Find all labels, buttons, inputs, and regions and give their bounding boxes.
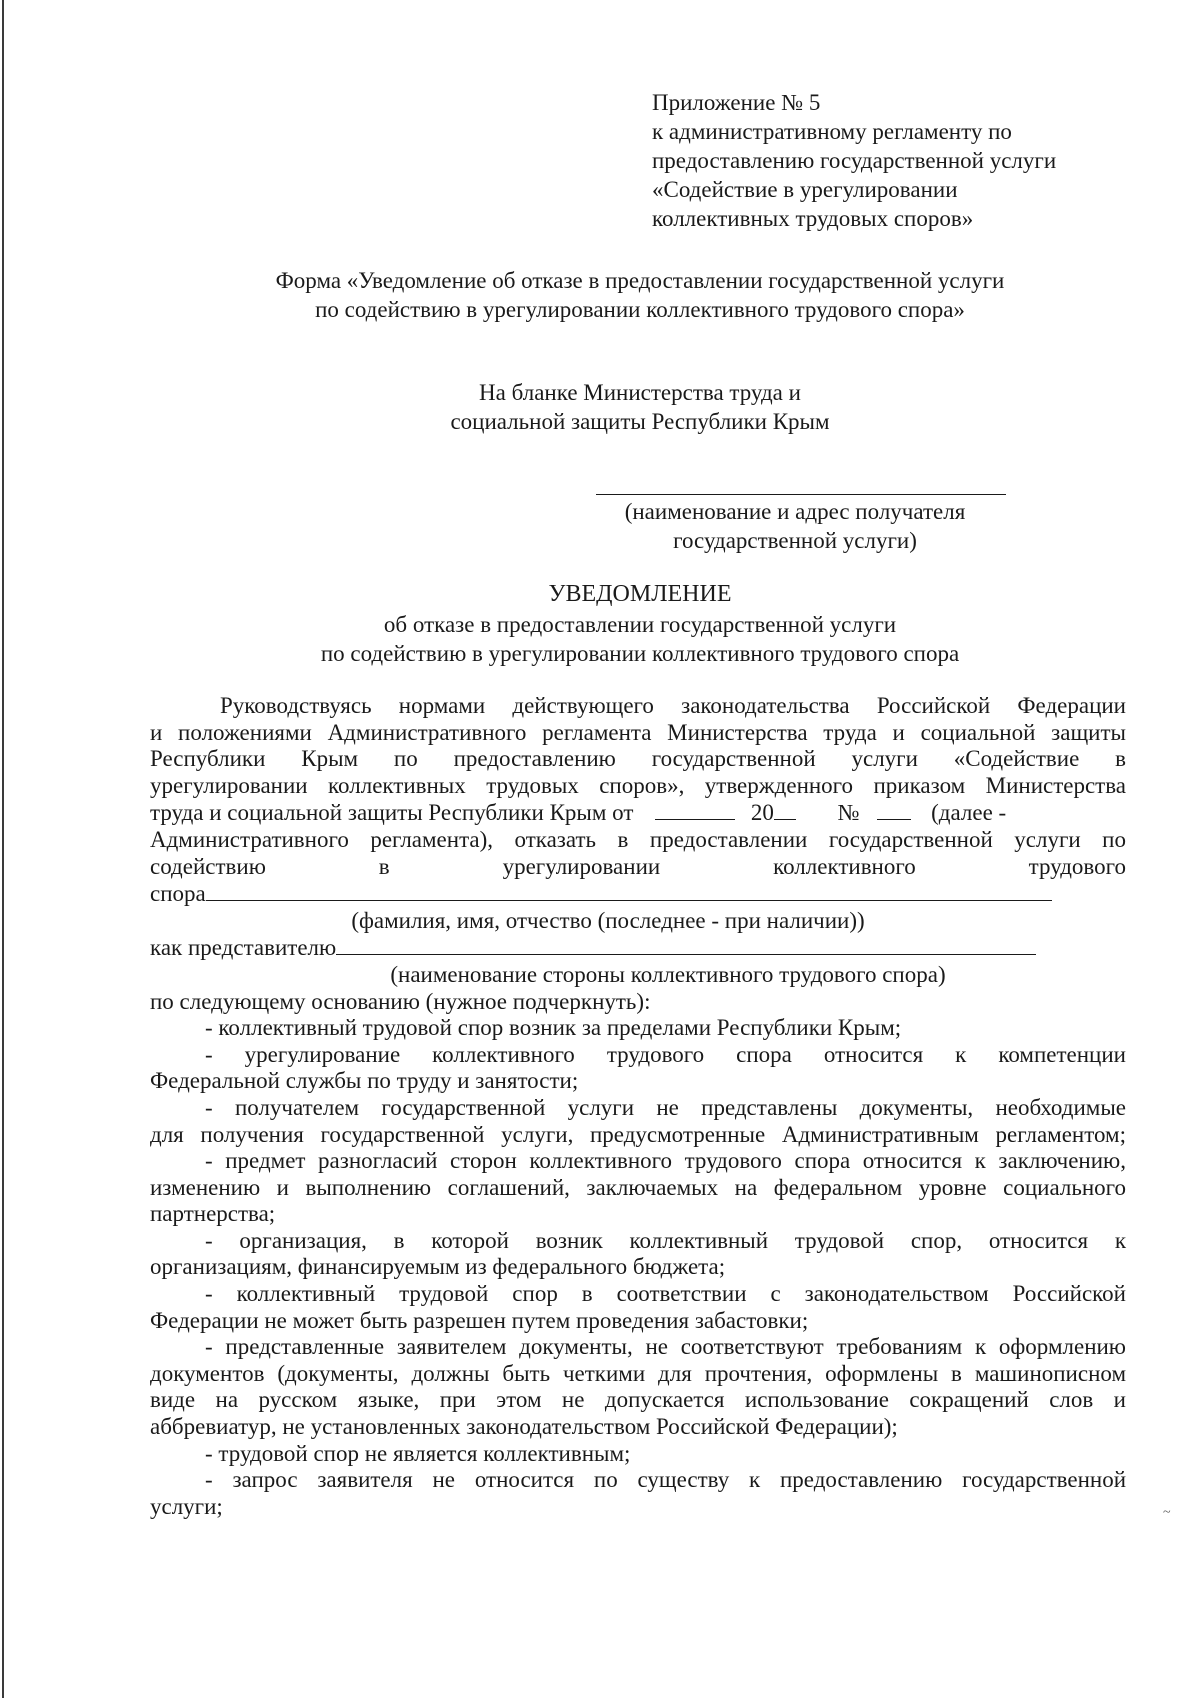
fio-fill-line (206, 880, 1052, 901)
recipient-fill-line (596, 494, 1006, 495)
body-line-date (150, 799, 1126, 827)
ground-item: - предмет разногласий сторон коллективного трудового спора относится к заключению, (205, 1148, 1126, 1174)
form-title (150, 266, 1130, 324)
body-text: как представителю (150, 935, 337, 961)
party-fill-line (336, 934, 1036, 955)
notice-subtitle-line: по содействию в урегулировании коллективного трудового спора (320, 641, 960, 666)
scan-edge-line (2, 0, 4, 1698)
form-title-line: по содействию в урегулировании коллективного трудового спора» (315, 297, 965, 322)
form-title-line: Форма «Уведомление об отказе в предоставлении государственной услуги (275, 268, 1005, 293)
annex-line: «Содействие в урегулировании (652, 177, 958, 202)
ground-item: - трудовой спор не является коллективным; (205, 1440, 631, 1466)
annex-line: к административному регламенту по (652, 119, 1012, 144)
ground-item-cont: аббревиатур, не установленных законодательством Российской Федерации); (150, 1414, 898, 1440)
ground-item: - коллективный трудовой спор в соответствии с законодательством Российской (205, 1281, 1126, 1307)
ground-item-cont: Федеральной службы по труду и занятости; (150, 1068, 579, 1094)
fio-caption: (фамилия, имя, отчество (последнее - при наличии)) (351, 907, 865, 933)
annex-line: коллективных трудовых споров» (652, 206, 974, 231)
ground-item: - получателем государственной услуги не представлены документы, необходимые (205, 1094, 1126, 1120)
body-line: Руководствуясь нормами действующего законодательства Российской Федерации (220, 693, 1126, 718)
body-line: и положениями Административного регламента Министерства труда и социальной защиты (150, 719, 1126, 745)
body-text: (далее - (931, 800, 1007, 826)
body-line: содействию в урегулировании коллективного трудового (150, 853, 1126, 879)
annex-line: предоставлению государственной услуги (652, 148, 1057, 173)
body-line-representative (150, 934, 1126, 962)
ground-item-cont: партнерства; (150, 1201, 276, 1227)
annex-header (652, 88, 1152, 233)
notice-body (150, 693, 1126, 1520)
letterhead-line: социальной защиты Республики Крым (450, 409, 830, 434)
ground-item-cont: для получения государственной услуги, предусмотренные Административным регламентом; (150, 1121, 1126, 1147)
scan-mark: ~ (1163, 1505, 1171, 1520)
year-fill-line (774, 799, 796, 820)
ground-item: - урегулирование коллективного трудового спора относится к компетенции (205, 1041, 1126, 1067)
number-sign: № (837, 800, 860, 826)
ground-item-cont: Федерации не может быть разрешен путем проведения забастовки; (150, 1307, 809, 1333)
party-caption: (наименование стороны коллективного трудового спора) (390, 961, 946, 987)
ground-item-cont: документов (документы, должны быть четкими для прочтения, оформлены в машинописном (150, 1360, 1126, 1386)
recipient-caption-line: государственной услуги) (673, 528, 917, 553)
letterhead-note (150, 378, 1130, 436)
recipient-caption-line: (наименование и адрес получателя (624, 499, 966, 524)
ground-item-cont: услуги; (150, 1493, 223, 1519)
notice-subtitle-line: об отказе в предоставлении государственной услуги (383, 612, 897, 637)
body-text: труда и социальной защиты Республики Крым от (150, 800, 634, 826)
year-text: 20 (750, 800, 774, 826)
annex-line: Приложение № 5 (652, 90, 821, 115)
notice-title: УВЕДОМЛЕНИЕ (548, 581, 732, 607)
body-text: спора (150, 881, 206, 907)
letterhead-line: На бланке Министерства труда и (479, 380, 801, 405)
recipient-caption (560, 497, 1030, 555)
ground-item: - запрос заявителя не относится по существу к предоставлению государственной (205, 1467, 1126, 1493)
ground-item-cont: виде на русском языке, при этом не допускается использование сокращений слов и (150, 1387, 1126, 1413)
body-line: Административного регламента), отказать в предоставлении государственной услуги по (150, 826, 1126, 852)
grounds-intro: по следующему основанию (нужное подчеркнуть): (150, 988, 651, 1014)
ground-item-cont: изменению и выполнению соглашений, заключаемых на федеральном уровне социального (150, 1174, 1126, 1200)
date-fill-line (655, 799, 735, 820)
body-line: Республики Крым по предоставлению государственной услуги «Содействие в (150, 746, 1126, 772)
ground-item: - представленные заявителем документы, не соответствуют требованиям к оформлению (205, 1334, 1126, 1360)
ground-item: - коллективный трудовой спор возник за пределами Республики Крым; (205, 1015, 902, 1041)
body-line-fio (150, 880, 1126, 908)
ground-item-cont: организациям, финансируемым из федерального бюджета; (150, 1254, 726, 1280)
ground-item: - организация, в которой возник коллективный трудовой спор, относится к (205, 1227, 1126, 1253)
number-fill-line (877, 799, 911, 820)
notice-subtitle (150, 610, 1130, 668)
body-line: урегулировании коллективных трудовых споров», утвержденного приказом Министерства (150, 772, 1126, 798)
